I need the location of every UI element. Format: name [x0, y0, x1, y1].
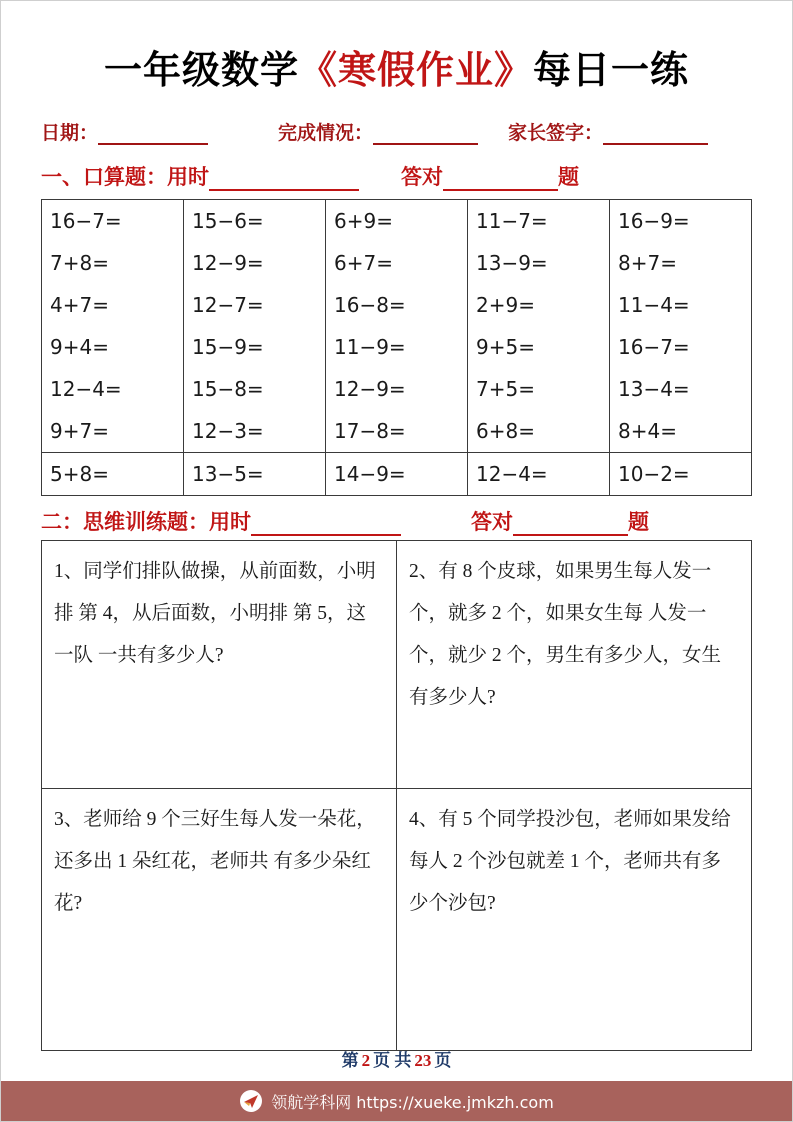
problem-text: 4、有 5 个同学投沙包，老师如果发给每人 2 个沙包就差 1 个，老师共有多少个沙包? [409, 809, 731, 914]
equation: 12−4= [476, 462, 548, 486]
equation: 13−9= [476, 251, 548, 275]
title-suffix: 每日一练 [533, 50, 690, 92]
site-link-text: 领航学科网 https://xueke.jmkzh.com [271, 1092, 554, 1112]
title-highlight: 《寒假作业》 [298, 50, 533, 92]
equation: 16−8= [334, 293, 406, 317]
problems-row-1 [42, 541, 752, 789]
completion-blank-line [373, 126, 478, 145]
problem-cell-3 [42, 789, 397, 1051]
equation: 8+7= [618, 251, 677, 275]
equation: 16−9= [618, 209, 690, 233]
equation: 16−7= [50, 209, 122, 233]
problem-text: 1、同学们排队做操，从前面数，小明排 第 4，从后面数，小明排 第 5，这一队 一共有多少人? [54, 561, 376, 666]
equation: 11−4= [618, 293, 690, 317]
equation: 4+7= [50, 293, 109, 317]
oral-last-cell-1 [42, 453, 184, 496]
signature-label: 家长签字： [508, 123, 604, 144]
section2-heading [41, 506, 752, 536]
equation: 6+8= [476, 419, 535, 443]
equation: 11−9= [334, 335, 406, 359]
section1-suffix: 题 [558, 165, 579, 189]
equation: 17−8= [334, 419, 406, 443]
title-prefix: 一年级数学 [103, 50, 299, 92]
equation: 8+4= [618, 419, 677, 443]
section1-time-blank [209, 170, 359, 191]
site-logo-icon [239, 1089, 263, 1113]
equation: 16−7= [618, 335, 690, 359]
problem-text: 3、老师给 9 个三好生每人发一朵花，还多出 1 朵红花，老师共 有多少朵红花? [54, 809, 376, 914]
completion-label: 完成情况： [278, 123, 374, 144]
footer-total-pages: 23 [414, 1051, 432, 1070]
problems-row-2 [42, 789, 752, 1051]
equation: 2+9= [476, 293, 535, 317]
section1-correct-blank [443, 170, 558, 191]
oral-table-main-row [42, 200, 752, 453]
equation: 13−4= [618, 377, 690, 401]
section2-correct-blank [513, 515, 628, 536]
signature-blank-line [603, 126, 708, 145]
section2-time-blank [251, 515, 401, 536]
problem-cell-4 [397, 789, 752, 1051]
equation: 12−4= [50, 377, 122, 401]
section2-suffix: 题 [628, 510, 649, 534]
oral-column-5 [610, 200, 752, 453]
page-title [41, 39, 752, 94]
equation: 6+7= [334, 251, 393, 275]
equation: 15−9= [192, 335, 264, 359]
equation: 14−9= [334, 462, 406, 486]
date-blank-line [98, 126, 208, 145]
oral-column-3 [326, 200, 468, 453]
oral-math-table [41, 199, 752, 496]
oral-table-last-row [42, 453, 752, 496]
oral-column-4 [468, 200, 610, 453]
equation: 9+7= [50, 419, 109, 443]
equation: 9+4= [50, 335, 109, 359]
site-brand-bar [1, 1081, 792, 1121]
oral-last-cell-4 [468, 453, 610, 496]
equation: 9+5= [476, 335, 535, 359]
equation: 10−2= [618, 462, 690, 486]
oral-column-2 [184, 200, 326, 453]
oral-column-1 [42, 200, 184, 453]
section2-label: 二：思维训练题：用时 [41, 510, 251, 534]
problem-text: 2、有 8 个皮球，如果男生每人发一个，就多 2 个，如果女生每 人发一个，就少 2 个，男生有多少人，女生有多少人? [409, 561, 722, 708]
date-label: 日期： [41, 123, 99, 144]
thinking-problems-table [41, 540, 752, 1051]
oral-last-cell-5 [610, 453, 752, 496]
equation: 12−3= [192, 419, 264, 443]
section1-label: 一、口算题：用时 [41, 165, 209, 189]
equation: 11−7= [476, 209, 548, 233]
footer-suffix: 页 [434, 1051, 452, 1070]
equation: 12−9= [192, 251, 264, 275]
section1-heading [41, 161, 752, 191]
equation: 12−7= [192, 293, 264, 317]
footer-page-number: 2 [361, 1051, 371, 1070]
footer-mid: 页 共 [373, 1051, 412, 1070]
oral-last-cell-3 [326, 453, 468, 496]
equation: 7+8= [50, 251, 109, 275]
equation: 6+9= [334, 209, 393, 233]
oral-last-cell-2 [184, 453, 326, 496]
equation: 12−9= [334, 377, 406, 401]
problem-cell-1 [42, 541, 397, 789]
problem-cell-2 [397, 541, 752, 789]
equation: 15−6= [192, 209, 264, 233]
section2-correct-label: 答对 [471, 510, 513, 534]
equation: 15−8= [192, 377, 264, 401]
footer-prefix: 第 [341, 1051, 359, 1070]
equation: 7+5= [476, 377, 535, 401]
equation: 13−5= [192, 462, 264, 486]
info-line [41, 118, 752, 145]
section1-correct-label: 答对 [401, 165, 443, 189]
equation: 5+8= [50, 462, 109, 486]
page-number-line [1, 1046, 792, 1071]
